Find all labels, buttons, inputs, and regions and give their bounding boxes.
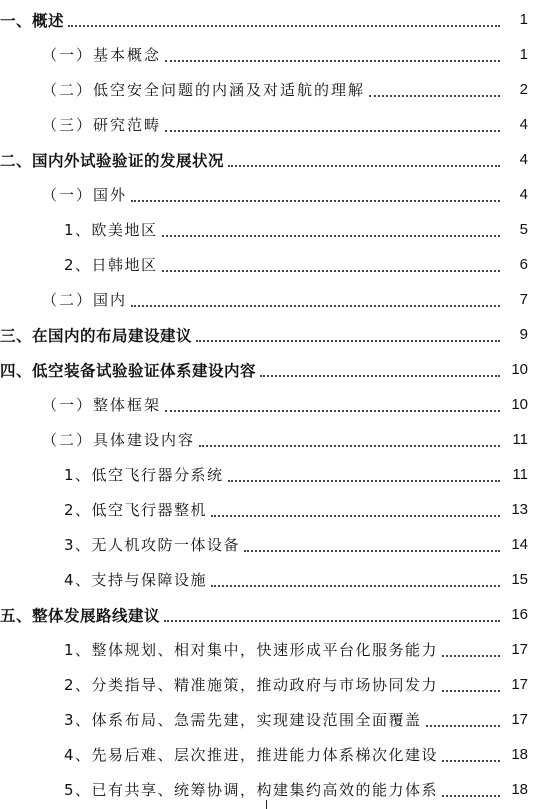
toc-entry[interactable] (0, 142, 548, 177)
toc-entry-page: 17 (511, 641, 528, 658)
toc-entry-title: （二）国内 (42, 291, 128, 309)
dot-leader (131, 200, 500, 202)
toc-entry-title: 二、国内外试验验证的发展状况 (0, 151, 225, 170)
toc-entry-title: （一）基本概念 (42, 46, 162, 64)
toc-entry-title: 3、体系布局、急需先建，实现建设范围全面覆盖 (64, 711, 422, 729)
toc-entry-title: 4、支持与保障设施 (64, 571, 208, 589)
toc-entry-page: 15 (511, 571, 528, 588)
toc-entry-page: 7 (519, 291, 528, 308)
dot-leader (211, 585, 500, 587)
toc-entry-title: 3、无人机攻防一体设备 (64, 536, 241, 554)
toc-entry-title: （二）具体建设内容 (42, 431, 196, 449)
toc-entry-page: 5 (519, 221, 528, 238)
toc-entry-page: 1 (519, 46, 528, 63)
toc-entry-title: 五、整体发展路线建议 (0, 606, 161, 625)
toc-entry-title: （二）低空安全问题的内涵及对适航的理解 (42, 81, 366, 99)
dot-leader (369, 95, 500, 97)
text-cursor (266, 800, 267, 809)
toc-entry[interactable] (0, 632, 548, 667)
toc-entry[interactable] (0, 492, 548, 527)
toc-entry-title: 2、分类指导、精准施策，推动政府与市场协同发力 (64, 676, 439, 694)
toc-entry[interactable] (0, 527, 548, 562)
toc-entry-page: 13 (511, 501, 528, 518)
toc-entry[interactable] (0, 457, 548, 492)
toc-entry-title: （一）国外 (42, 186, 128, 204)
dot-leader (228, 165, 500, 167)
dot-leader (442, 795, 500, 797)
dot-leader (442, 760, 500, 762)
toc-entry-page: 10 (511, 361, 528, 378)
dot-leader (68, 25, 500, 27)
toc-entry-title: 三、在国内的布局建设建议 (0, 326, 193, 345)
dot-leader (426, 725, 500, 727)
toc-entry-page: 18 (511, 781, 528, 798)
toc-entry-title: 5、已有共享、统筹协调，构建集约高效的能力体系 (64, 781, 439, 799)
dot-leader (165, 60, 500, 62)
toc-entry-title: 1、欧美地区 (64, 221, 158, 239)
toc-entry[interactable] (0, 212, 548, 247)
dot-leader (165, 410, 500, 412)
toc-entry-page: 17 (511, 711, 528, 728)
toc-entry[interactable] (0, 37, 548, 72)
toc-entry[interactable] (0, 177, 548, 212)
toc-entry-page: 4 (519, 116, 528, 133)
dot-leader (199, 445, 500, 447)
dot-leader (442, 690, 500, 692)
toc-entry-page: 9 (519, 326, 528, 343)
toc-entry[interactable] (0, 562, 548, 597)
dot-leader (442, 655, 500, 657)
toc-entry[interactable] (0, 422, 548, 457)
toc-entry[interactable] (0, 247, 548, 282)
dot-leader (131, 305, 500, 307)
toc-entry-page: 14 (511, 536, 528, 553)
dot-leader (211, 515, 500, 517)
toc-entry[interactable] (0, 702, 548, 737)
toc-entry[interactable] (0, 107, 548, 142)
toc-entry-title: 1、低空飞行器分系统 (64, 466, 224, 484)
toc-entry-page: 4 (519, 151, 528, 168)
dot-leader (164, 620, 500, 622)
toc-entry[interactable] (0, 282, 548, 317)
toc-entry[interactable] (0, 2, 548, 37)
dot-leader (244, 550, 500, 552)
toc-entry-page: 18 (511, 746, 528, 763)
toc-entry[interactable] (0, 597, 548, 632)
toc-entry[interactable] (0, 72, 548, 107)
toc-entry-page: 2 (519, 81, 528, 98)
toc-entry-page: 11 (512, 431, 528, 448)
toc-entry[interactable] (0, 737, 548, 772)
toc-entry[interactable] (0, 387, 548, 422)
toc-entry-page: 16 (511, 606, 528, 623)
dot-leader (228, 480, 500, 482)
toc-entry-page: 6 (519, 256, 528, 273)
toc-entry-title: 四、低空装备试验验证体系建设内容 (0, 361, 257, 380)
toc-entry[interactable] (0, 317, 548, 352)
toc-entry-title: （一）整体框架 (42, 396, 162, 414)
toc-entry-title: （三）研究范畴 (42, 116, 162, 134)
dot-leader (162, 270, 500, 272)
toc-entry-title: 2、低空飞行器整机 (64, 501, 208, 519)
toc-entry-title: 2、日韩地区 (64, 256, 158, 274)
toc-entry-title: 一、概述 (0, 11, 65, 30)
toc-entry-page: 11 (512, 466, 528, 483)
toc-entry-page: 1 (519, 11, 528, 28)
toc-entry[interactable] (0, 772, 548, 807)
dot-leader (260, 375, 500, 377)
dot-leader (165, 130, 500, 132)
toc-entry[interactable] (0, 667, 548, 702)
toc-entry-page: 17 (511, 676, 528, 693)
toc-entry[interactable] (0, 352, 548, 387)
toc-entry-page: 4 (519, 186, 528, 203)
dot-leader (196, 340, 500, 342)
toc-entry-page: 10 (511, 396, 528, 413)
toc-entry-title: 4、先易后难、层次推进，推进能力体系梯次化建设 (64, 746, 439, 764)
dot-leader (162, 235, 500, 237)
toc-entry-title: 1、整体规划、相对集中，快速形成平台化服务能力 (64, 641, 439, 659)
